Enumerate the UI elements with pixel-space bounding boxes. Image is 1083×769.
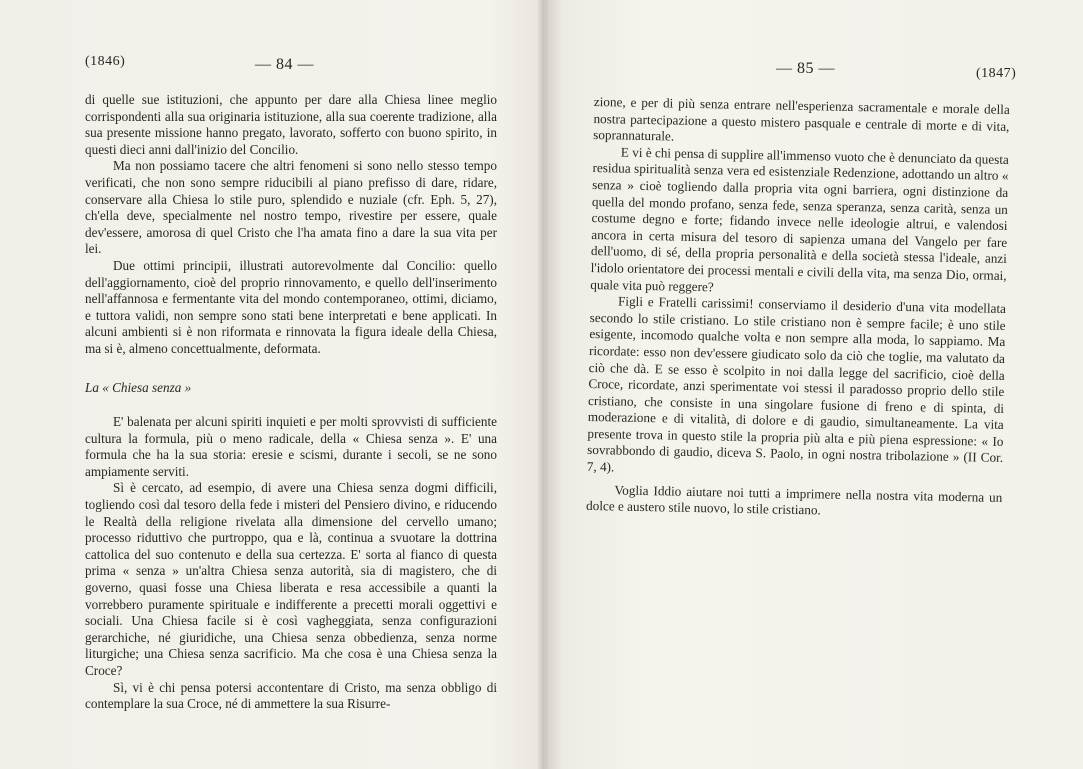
right-page-year: (1847)	[976, 66, 1017, 81]
paragraph: Ma non possiamo tacere che altri fenomeni si sono nello stesso tempo verificati, che non sono sempre riducibili al piano prefisso di dare, ridare, conservare alla Chiesa lo stile puro, splendido e nuziale (cfr. Eph. 5, 27), ch'ella deve, specialmente nel nostro tempo, rivestire per essere, quale dev'essere, amorosa di quel Cristo che l'ha amata fino a dare la sua vita per lei.	[85, 158, 497, 257]
paragraph: Figli e Fratelli carissimi! conserviamo il desiderio d'una vita modellata secondo lo stile cristiano. Lo stile cristiano non è sempre facile; è uno stile esigente, incomodo qualche volta e non sempre alla moda, lo sappiamo. Ma ricordate: esso non dev'essere giudicato solo da ciò che toglie, ma valutato da ciò che dà. E se esso è scolpito in noi dalla legge del sacrificio, cioè della Croce, ricordate, anzi sperimentate voi stessi il paradosso proprio dello stile cristiano, che consiste in una singolare fusione di freno e di spinta, di moderazione e di vitalità, di dolore e di gaudio, simultaneamente. La vita presente trova in questo stile la propria più alta e più piena espressione: « Io sovrabbondo di gaudio, diceva S. Paolo, in ogni nostra tribolazione » (II Cor. 7, 4).	[586, 293, 1007, 475]
right-page	[546, 0, 1083, 769]
right-page-text	[586, 94, 1010, 523]
paragraph: Due ottimi principii, illustrati autorevolmente dal Concilio: quello dell'aggiornamento, cioè del proprio rinnovamento, e quello dell'inserimento nell'affannosa e fermentante vita del mondo contemporaneo, ottimi, diciamo, e tuttora validi, non sempre sono stati bene interpretati e bene applicati. In alcuni ambienti si è non riformata e rinnovata la figura ideale della Chiesa, ma si è, almeno concettualmente, deformata.	[85, 257, 497, 356]
section-title: La « Chiesa senza »	[85, 379, 192, 395]
paragraph: Sì è cercato, ad esempio, di avere una Chiesa senza dogmi difficili, togliendo così dal tesoro della fede i misteri del Pensiero divino, e riducendo le Realtà della religione rivelata alla dimensione del cervello umano; processo riduttivo che purtroppo, qua e là, continua a svuotare la dottrina cattolica del suo contenuto e della sua certezza. E' sorta al fianco di questa prima « senza » un'altra Chiesa senza autorità, sia di magistero, che di governo, quasi fosse una Chiesa liberata e resa accessibile a quanti la vorrebbero puramente spirituale e indifferente a precetti morali oggettivi e sociali. Una Chiesa facile si è così vagheggiata, senza configurazioni gerarchiche, né giuridiche, una Chiesa senza obbedienza, senza norme liturgiche; una Chiesa senza sacrificio. Ma che cosa è una Chiesa senza la Croce?	[85, 480, 497, 678]
right-page-number: — 85 —	[776, 60, 835, 77]
paragraph: Sì, vi è chi pensa potersi accontentare di Cristo, ma senza obbligo di contemplare la sua Croce, né di ammettere la sua Risurre-	[85, 679, 497, 712]
left-page	[0, 0, 540, 769]
paragraph: E vi è chi pensa di supplire all'immenso vuoto che è denunciato da questa residua spiritualità senza vera ed esistenziale Redenzione, adottando un altro « senza » cioè togliendo dalla propria vita ogni barriera, ogni distinzione da quella del mondo profano, senza fede, senza speranza, senza carità, senza un costume degno e forte; fidando invece nelle ideologie altrui, e valendosi ancora in certa misura del tesoro di sapienza umana del Vangelo per fare dell'uomo, di sé, della propria personalità e della società stessa l'ideale, anzi l'idolo orientatore dei processi mentali e civili della vita, ma senza Dio, ormai, quale vita può reggere?	[590, 144, 1009, 294]
paragraph: zione, e per di più senza entrare nell'esperienza sacramentale e morale della nostra partecipazione a questo mistero pasquale e centrale di morte e di vita, soprannaturale.	[593, 94, 1010, 144]
left-page-text	[85, 92, 497, 713]
paragraph: di quelle sue istituzioni, che appunto per dare alla Chiesa linee meglio corrispondenti alla sua originaria istituzione, alla sua coerente tradizione, alla sua presente missione hanno pregato, lavorato, sofferto con buono spirito, in questi dieci anni dall'inizio del Concilio.	[85, 92, 497, 157]
left-page-year: (1846)	[85, 54, 126, 69]
paragraph: Voglia Iddio aiutare noi tutti a imprimere nella nostra vita moderna un dolce e austero stile nuovo, lo stile cristiano.	[585, 482, 1003, 518]
left-page-number: — 84 —	[255, 56, 314, 73]
paragraph: E' balenata per alcuni spiriti inquieti e per molti sprovvisti di sufficiente cultura la formula, più o meno radicale, della « Chiesa senza ». E' una formula che ha la sua storia: eresie e scismi, durante i secoli, se ne sono ampiamente serviti.	[85, 414, 497, 479]
